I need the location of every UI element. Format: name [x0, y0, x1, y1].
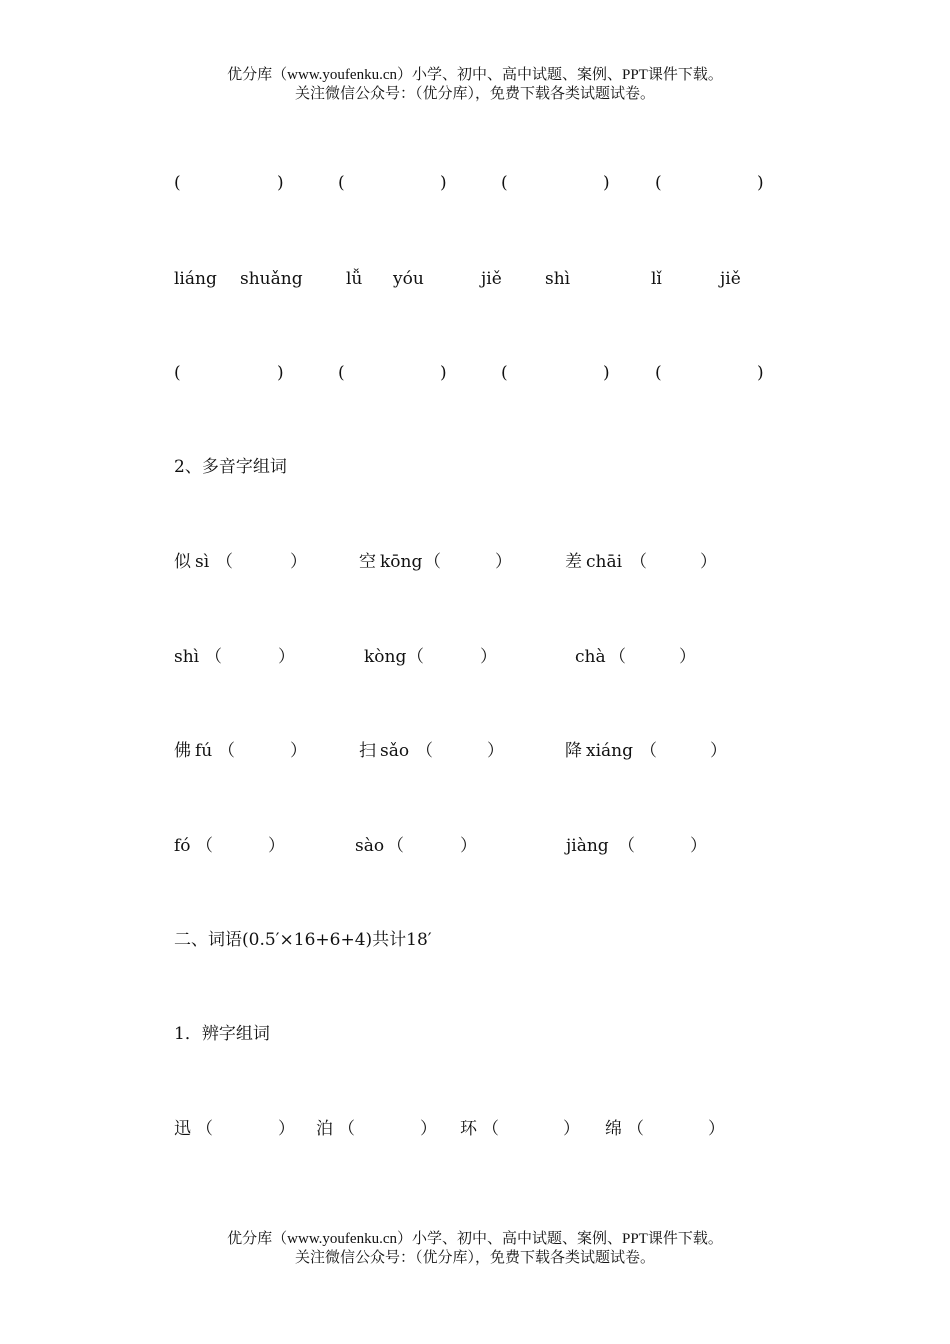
pinyin-syllable: yóu — [393, 269, 424, 289]
section-title: 二、词语(0.5′×16+6+4)共计18′ — [174, 930, 432, 950]
distinguish-subsection — [0, 1022, 950, 1046]
blank-open: ( — [501, 363, 508, 383]
page-header — [0, 66, 950, 104]
blank-close: ) — [757, 363, 764, 383]
answer-blank-row-1 — [0, 171, 950, 195]
header-line-2: 关注微信公众号：（优分库），免费下载各类试题试卷。 — [294, 86, 655, 102]
blank-open: （ — [482, 1119, 499, 1139]
blank-open: （ — [407, 647, 424, 667]
pinyin-reading: chāi — [586, 552, 623, 572]
blank-close: ） — [487, 741, 504, 761]
section-title: 2、多音字组词 — [174, 457, 287, 477]
vocabulary-section — [0, 928, 950, 952]
pinyin-reading: shì — [174, 647, 200, 667]
blank-open: ( — [338, 173, 345, 193]
blank-open: （ — [618, 836, 635, 856]
word-char: 泊 — [316, 1119, 333, 1139]
header-line-1: 优分库（www.youfenku.cn）小学、初中、高中试题、案例、PPT课件下载。 — [227, 67, 723, 83]
blank-close: ) — [440, 363, 447, 383]
blank-close: ） — [495, 552, 512, 572]
blank-close: ） — [420, 1119, 437, 1139]
footer-line-1: 优分库（www.youfenku.cn）小学、初中、高中试题、案例、PPT课件下载。 — [227, 1231, 723, 1247]
blank-close: ） — [708, 1119, 725, 1139]
polyphone-char: 空 — [359, 552, 376, 572]
blank-open: ( — [655, 363, 662, 383]
pinyin-syllable: liáng — [174, 269, 217, 289]
polyphone-char: 扫 — [359, 741, 376, 761]
blank-close: ） — [290, 741, 307, 761]
blank-open: （ — [218, 741, 235, 761]
subsection-title: 1．辨字组词 — [174, 1024, 270, 1044]
pinyin-syllable: jiě — [720, 269, 741, 289]
word-char: 迅 — [174, 1119, 191, 1139]
blank-open: （ — [216, 552, 233, 572]
pinyin-syllable: shì — [545, 269, 571, 289]
polyphone-char: 佛 — [174, 741, 191, 761]
pinyin-reading: chà — [575, 647, 606, 667]
pinyin-syllable: shuǎng — [240, 269, 303, 289]
pinyin-reading: sào — [355, 836, 385, 856]
blank-close: ） — [710, 741, 727, 761]
blank-open: （ — [640, 741, 657, 761]
polyphone-row-3 — [0, 739, 950, 763]
blank-open: （ — [196, 836, 213, 856]
blank-open: （ — [630, 552, 647, 572]
pinyin-reading: fó — [174, 836, 191, 856]
polyphone-char: 差 — [565, 552, 582, 572]
polyphone-section — [0, 455, 950, 479]
blank-close: ） — [460, 836, 477, 856]
blank-close: ） — [700, 552, 717, 572]
pinyin-reading: fú — [195, 741, 213, 761]
word-char: 绵 — [605, 1119, 622, 1139]
blank-close: ） — [563, 1119, 580, 1139]
polyphone-row-1 — [0, 550, 950, 574]
blank-close: ） — [679, 647, 696, 667]
blank-close: ) — [603, 173, 610, 193]
footer-line-2: 关注微信公众号：（优分库），免费下载各类试题试卷。 — [294, 1250, 655, 1266]
blank-open: （ — [196, 1119, 213, 1139]
answer-blank-row-2 — [0, 361, 950, 385]
pinyin-syllable: jiě — [481, 269, 502, 289]
pinyin-syllable: lǐ — [651, 269, 662, 289]
blank-open: ( — [174, 363, 181, 383]
blank-open: （ — [338, 1119, 355, 1139]
pinyin-reading: jiàng — [566, 836, 609, 856]
pinyin-row — [0, 267, 950, 291]
pinyin-syllable: lǚ — [346, 269, 363, 289]
polyphone-row-4 — [0, 834, 950, 858]
blank-close: ） — [690, 836, 707, 856]
blank-close: ） — [290, 552, 307, 572]
blank-close: ） — [278, 1119, 295, 1139]
pinyin-reading: xiáng — [586, 741, 633, 761]
word-char: 环 — [460, 1119, 477, 1139]
blank-close: ) — [757, 173, 764, 193]
pinyin-reading: kōng — [380, 552, 423, 572]
blank-open: （ — [205, 647, 222, 667]
page-footer — [0, 1230, 950, 1268]
blank-open: （ — [387, 836, 404, 856]
polyphone-char: 似 — [174, 552, 191, 572]
blank-open: （ — [627, 1119, 644, 1139]
blank-close: ） — [268, 836, 285, 856]
blank-open: ( — [655, 173, 662, 193]
blank-open: （ — [424, 552, 441, 572]
blank-open: ( — [501, 173, 508, 193]
polyphone-char: 降 — [565, 741, 582, 761]
distinguish-row — [0, 1117, 950, 1141]
blank-close: ) — [603, 363, 610, 383]
polyphone-row-2 — [0, 645, 950, 669]
blank-close: ) — [277, 363, 284, 383]
blank-close: ） — [480, 647, 497, 667]
pinyin-reading: sǎo — [380, 741, 410, 761]
pinyin-reading: sì — [195, 552, 210, 572]
blank-open: （ — [609, 647, 626, 667]
blank-open: （ — [416, 741, 433, 761]
blank-open: ( — [174, 173, 181, 193]
blank-close: ) — [277, 173, 284, 193]
blank-open: ( — [338, 363, 345, 383]
blank-close: ) — [440, 173, 447, 193]
blank-close: ） — [278, 647, 295, 667]
pinyin-reading: kòng — [364, 647, 407, 667]
